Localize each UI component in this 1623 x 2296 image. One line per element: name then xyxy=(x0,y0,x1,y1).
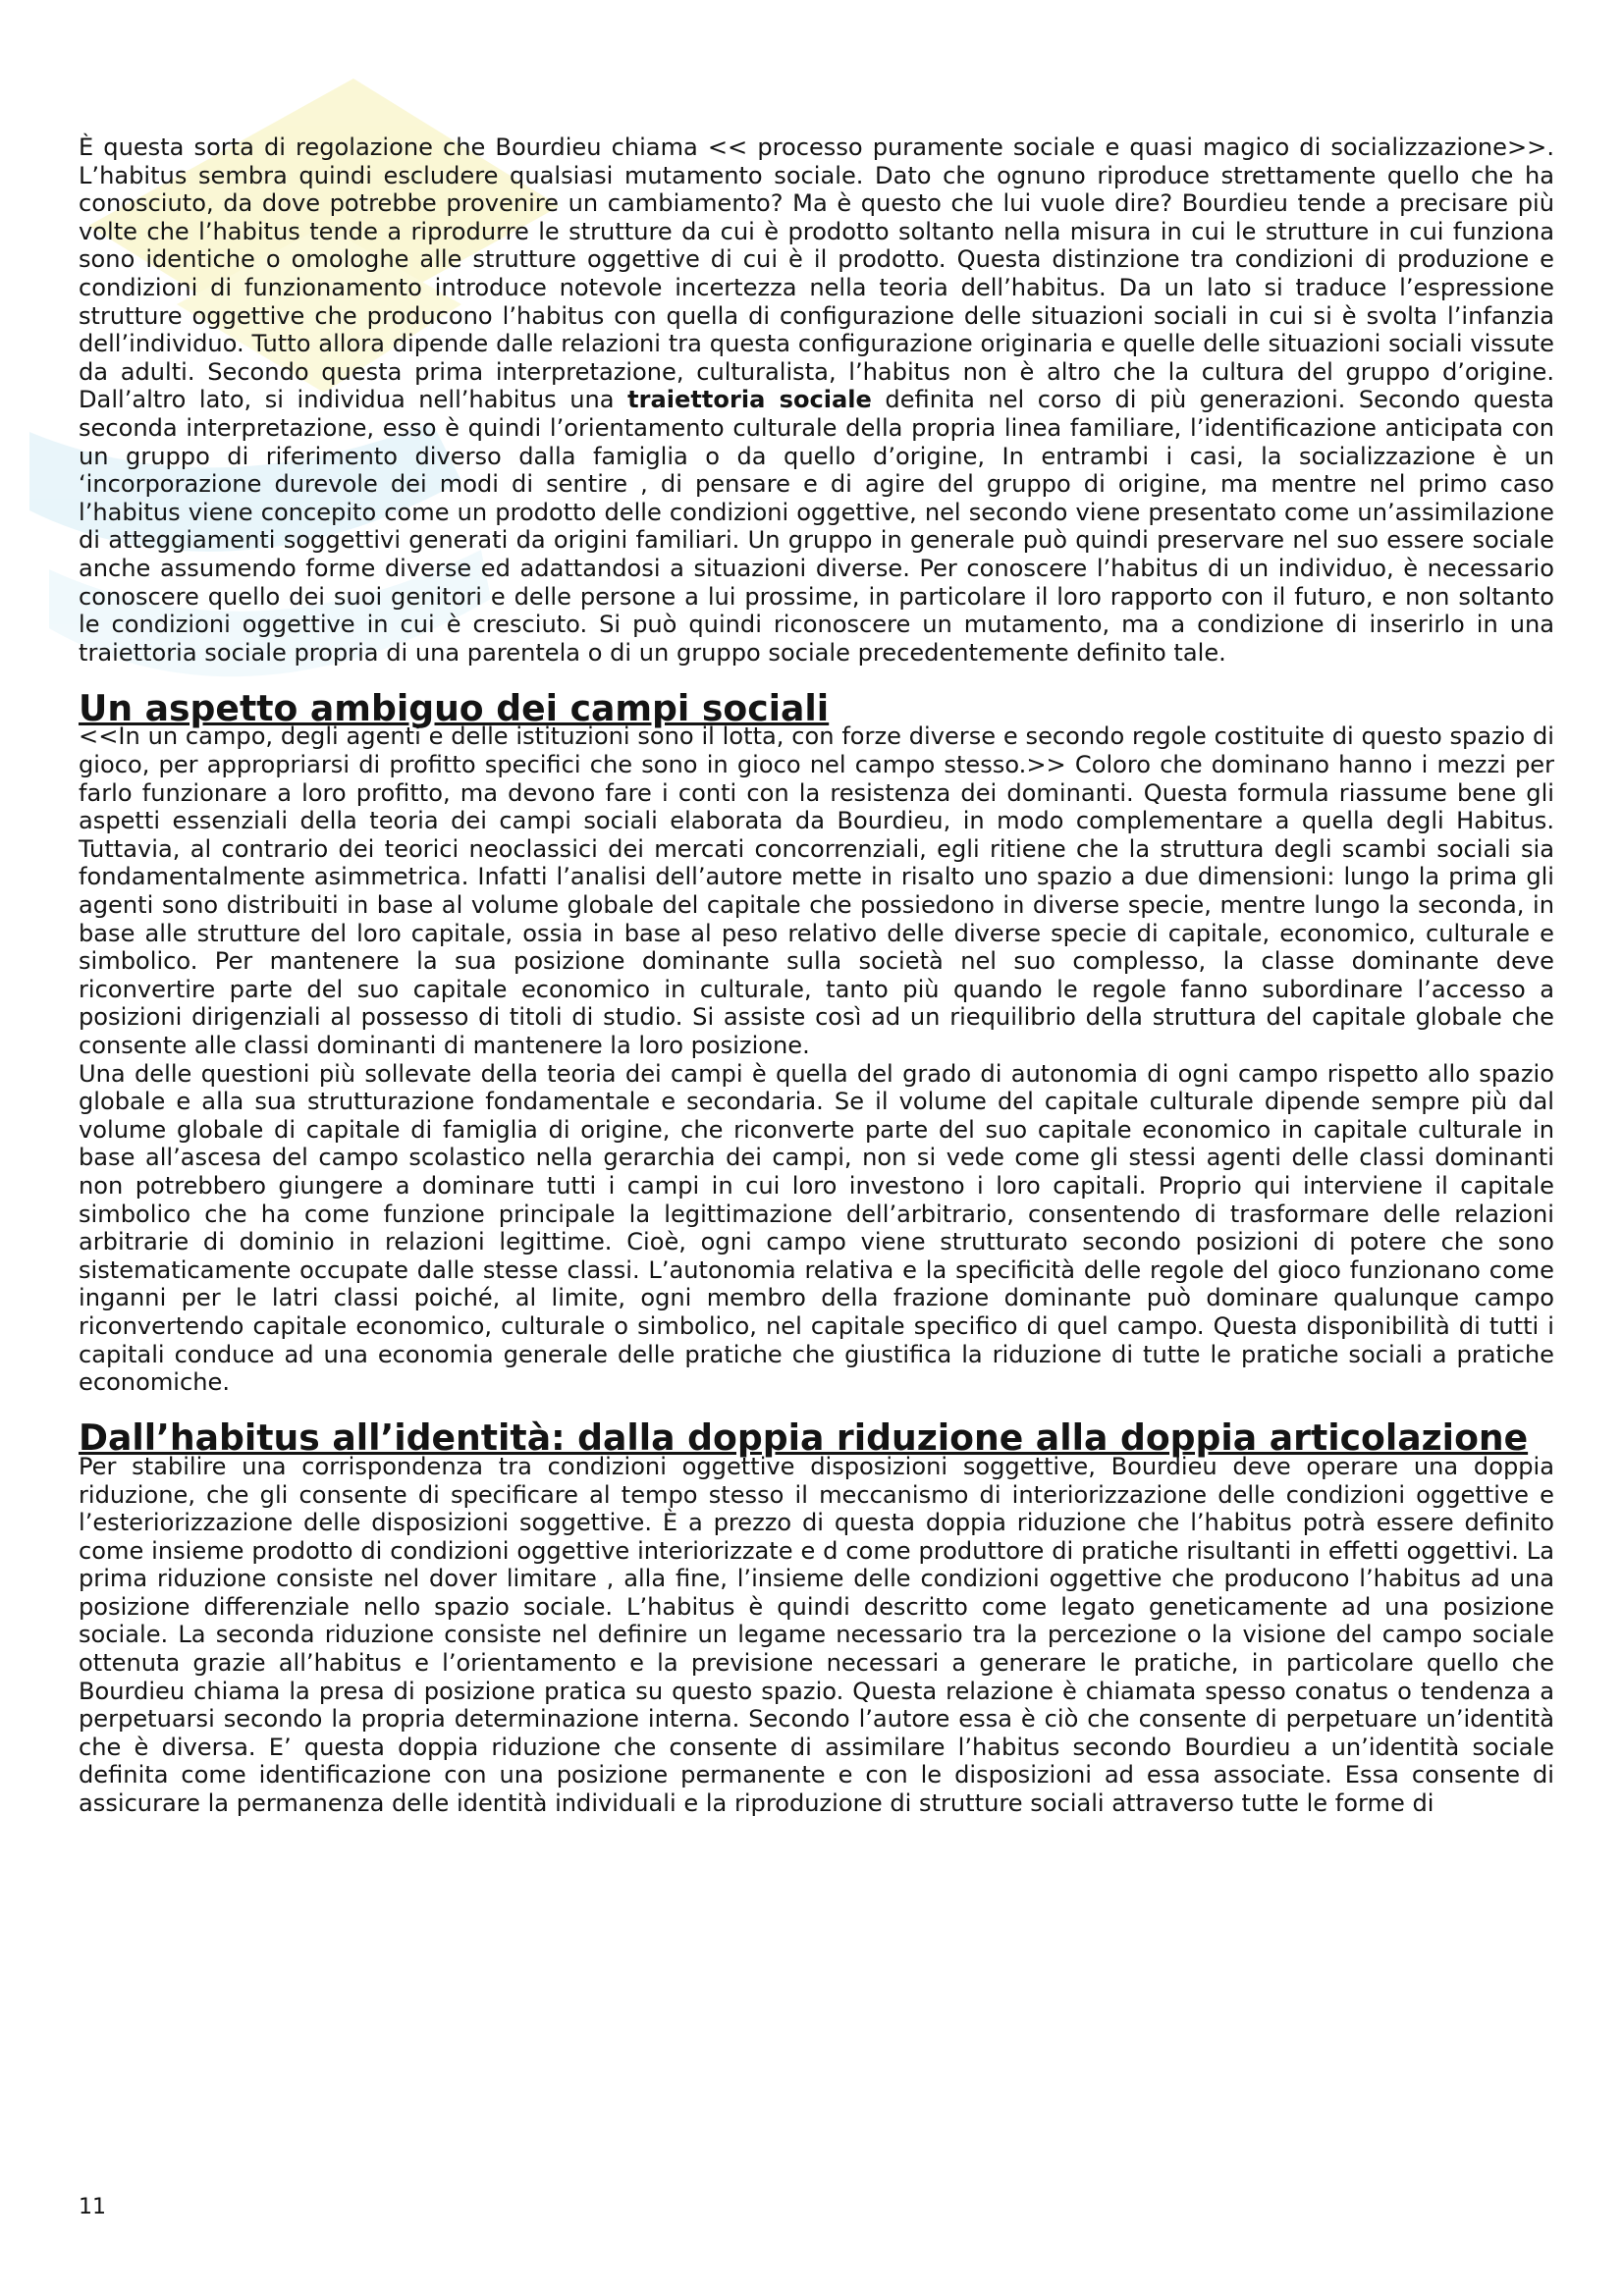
document-page xyxy=(79,133,1554,1818)
body-paragraph: Una delle questioni più sollevate della teoria dei campi è quella del grado di autonomia di ogni campo rispetto allo spazio globale e alla sua strutturazione fondamentale e secondaria. Se il volume del capitale culturale dipende sempre più dal volume globale di capitale di famiglia di origine, che riconverte parte del suo capitale economico in capitale culturale in base all’ascesa del campo scolastico nella gerarchia dei campi, non si vede come gli stessi agenti delle classi dominanti non potrebbero giungere a dominare tutti i campi in cui loro investono i loro capitali. Proprio qui interviene il capitale simbolico che ha come funzione principale la legittimazione dell’arbitrario, consentendo di trasformare delle relazioni arbitrarie di dominio in relazioni legittime. Cioè, ogni campo viene strutturato secondo posizioni di potere che sono sistematicamente occupate dalle stesse classi. L’autonomia relativa e la specificità delle regole del gioco funzionano come inganni per le latri classi poiché, al limite, ogni membro della frazione dominante può dominare qualunque campo riconvertendo capitale economico, culturale o simbolico, nel capitale specifico di quel campo. Questa disponibilità di tutti i capitali conduce ad una economia generale delle pratiche che giustifica la riduzione di tutte le pratiche sociali a pratiche economiche. xyxy=(79,1059,1554,1397)
paragraph-text: definita nel corso di più generazioni. Secondo questa seconda interpretazione, esso è quindi l’orientamento culturale della propria linea familiare, l’identificazione anticipata con un gruppo di riferimento diverso dalla famiglia o da quello d’origine, In entrambi i casi, la socializzazione è un ‘incorporazione durevole dei modi di sentire , di pensare e di agire del gruppo di origine, ma mentre nel primo caso l’habitus viene concepito come un prodotto delle condizioni oggettive, nel secondo viene presentato come un’assimilazione di atteggiamenti soggettivi generati da origini familiari. Un gruppo in generale può quindi preservare nel suo essere sociale anche assumendo forme diverse ed adattandosi a situazioni diverse. Per conoscere l’habitus di un individuo, è necessario conoscere quello dei suoi genitori e delle persone a lui prossime, in particolare il loro rapporto con il futuro, e non soltanto le condizioni oggettive in cui è cresciuto. Si può quindi riconoscere un mutamento, ma a condizione di inserirlo in una traiettoria sociale propria di una parentela o di un gruppo sociale precedentemente definito tale. xyxy=(79,386,1554,667)
section-heading: Un aspetto ambiguo dei campi sociali xyxy=(79,686,830,729)
body-paragraph: <<In un campo, degli agenti e delle istituzioni sono il lotta, con forze diverse e secondo regole costituite di questo spazio di gioco, per appropriarsi di profitto specifici che sono in gioco nel campo stesso.>> Coloro che dominano hanno i mezzi per farlo funzionare a loro profitto, ma devono fare i conti con la resistenza dei dominanti. Questa formula riassume bene gli aspetti essenziali della teoria dei campi sociali elaborata da Bourdieu, in modo complementare a quella degli Habitus. Tuttavia, al contrario dei teorici neoclassici dei mercati concorrenziali, egli ritiene che la struttura degli scambi sociali sia fondamentalmente asimmetrica. Infatti l’analisi dell’autore mette in risalto uno spazio a due dimensioni: lungo la prima gli agenti sono distribuiti in base al volume globale del capitale che possiedono in diverse specie, mentre lungo la seconda, in base alle strutture del loro capitale, ossia in base al peso relativo delle diverse specie di capitale, economico, culturale e simbolico. Per mantenere la sua posizione dominante sulla società nel suo complesso, la classe dominante deve riconvertire parte del suo capitale economico in culturale, tanto più quando le regole fanno subordinare l’accesso a posizioni dirigenziali al possesso di titoli di studio. Si assiste così ad un riequilibrio della struttura del capitale globale che consente alle classi dominanti di mantenere la loro posizione. xyxy=(79,722,1554,1059)
body-paragraph xyxy=(79,133,1554,667)
paragraph-text: È questa sorta di regolazione che Bourdieu chiama << processo puramente sociale e quasi magico di socializzazione>>. L’habitus sembra quindi escludere qualsiasi mutamento sociale. Dato che ognuno riproduce strettamente quello che ha conosciuto, da dove potrebbe provenire un cambiamento? Ma è questo che lui vuole dire? Bourdieu tende a precisare più volte che l’habitus tende a riprodurre le strutture da cui è prodotto soltanto nella misura in cui le strutture in cui funziona sono identiche o omologhe alle strutture oggettive di cui è il prodotto. Questa distinzione tra condizioni di produzione e condizioni di funzionamento introduce notevole incertezza nella teoria dell’habitus. Da un lato si traduce l’espressione strutture oggettive che producono l’habitus con quella di configurazione delle situazioni sociali in cui si è svolta l’infanzia dell’individuo. Tutto allora dipende dalle relazioni tra questa configurazione originaria e quelle delle situazioni sociali vissute da adulti. Secondo questa prima interpretazione, culturalista, l’habitus non è altro che la cultura del gruppo d’origine. Dall’altro lato, si individua nell’habitus una xyxy=(79,133,1554,414)
page-number: 11 xyxy=(79,2195,106,2219)
body-paragraph: Per stabilire una corrispondenza tra condizioni oggettive disposizioni soggettive, Bourdieu deve operare una doppia riduzione, che gli consente di specificare al tempo stesso il meccanismo di interiorizzazione delle condizioni oggettive e l’esteriorizzazione delle disposizioni soggettive. È a prezzo di questa doppia riduzione che l’habitus potrà essere definito come insieme prodotto di condizioni oggettive interiorizzate e d come produttore di pratiche risultanti in effetti oggettivi. La prima riduzione consiste nel dover limitare , alla fine, l’insieme delle condizioni oggettive che producono l’habitus ad una posizione differenziale nello spazio sociale. L’habitus è quindi descritto come legato geneticamente ad una posizione sociale. La seconda riduzione consiste nel definire un legame necessario tra la percezione o la visione del campo sociale ottenuta grazie all’habitus e l’orientamento e la previsione necessari a generare le pratiche, in particolare quello che Bourdieu chiama la presa di posizione pratica su questo spazio. Questa relazione è chiamata spesso conatus o tendenza a perpetuarsi secondo la propria determinazione interna. Secondo l’autore essa è ciò che consente di perpetuare un’identità che è diversa. E’ questa doppia riduzione che consente di assimilare l’habitus secondo Bourdieu a un’identità sociale definita come identificazione con una posizione permanente e con le disposizioni ad essa associate. Essa consente di assicurare la permanenza delle identità individuali e la riproduzione di strutture sociali attraverso tutte le forme di xyxy=(79,1452,1554,1818)
section-heading: Dall’habitus all’identità: dalla doppia riduzione alla doppia articolazione xyxy=(79,1416,1529,1460)
bold-phrase: traiettoria sociale xyxy=(627,386,872,414)
